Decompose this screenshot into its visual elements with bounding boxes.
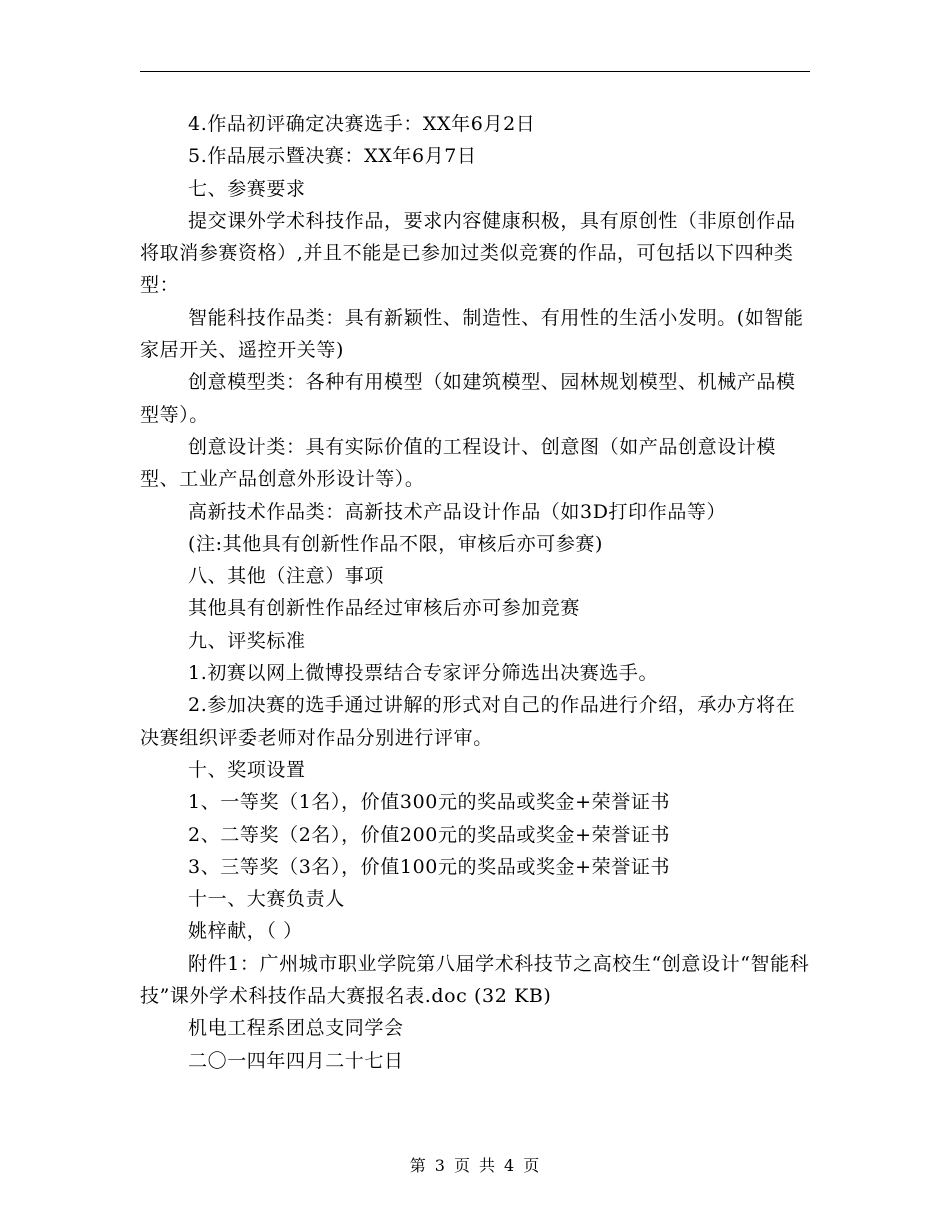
header-rule: [140, 71, 810, 72]
footer-total-word: 共: [479, 1156, 497, 1175]
paragraph: 1、一等奖（1名），价值300元的奖品或奖金+荣誉证书: [188, 791, 671, 814]
paragraph: 2、二等奖（2名），价值200元的奖品或奖金+荣誉证书: [188, 823, 671, 846]
paragraph: 创意设计类：具有实际价值的工程设计、创意图（如产品创意设计模型、工业产品创意外形设计等）。: [140, 435, 777, 491]
paragraph: 4.作品初评确定决赛选手：XX年6月2日: [188, 113, 536, 135]
paragraph: 2.参加决赛的选手通过讲解的形式对自己的作品进行介绍，承办方将在决赛组织评委老师对作品分别进行评审。: [140, 694, 796, 749]
attachment-line: 附件1：广州城市职业学院第八届学术科技节之高校生“创意设计“智能科技”课外学术科技作品大赛报名表.doc (32 KB): [140, 952, 810, 1008]
page-footer: [0, 1153, 950, 1176]
section-heading: 九、评奖标准: [188, 629, 306, 652]
paragraph: 高新技术作品类：高新技术产品设计作品（如3D打印作品等）: [188, 500, 727, 523]
signature-date: 二〇一四年四月二十七日: [188, 1049, 404, 1072]
section-heading: 十一、大赛负责人: [188, 888, 345, 911]
paragraph: 智能科技作品类：具有新颖性、制造性、有用性的生活小发明。(如智能家居开关、遥控开关等): [140, 306, 804, 362]
document-body: [140, 108, 810, 1077]
footer-prefix: 第: [409, 1156, 427, 1175]
current-page-number: 3: [434, 1156, 446, 1175]
section-heading: 八、其他（注意）事项: [188, 565, 385, 588]
paragraph: (注:其他具有创新性作品不限，审核后亦可参赛): [188, 532, 604, 555]
paragraph: 其他具有创新性作品经过审核后亦可参加竞赛: [188, 597, 581, 620]
paragraph: 1.初赛以网上微博投票结合专家评分筛选出决赛选手。: [188, 662, 659, 685]
paragraph: 提交课外学术科技作品，要求内容健康积极，具有原创性（非原创作品将取消参赛资格）,并且不能是已参加过类似竞赛的作品，可包括以下四种类型：: [140, 209, 796, 297]
section-heading: 七、参赛要求: [188, 177, 306, 200]
paragraph: 姚梓献，（ ）: [188, 920, 303, 943]
footer-suffix: 页: [523, 1156, 541, 1175]
signature-organization: 机电工程系团总支同学会: [188, 1017, 404, 1040]
section-heading: 十、奖项设置: [188, 758, 306, 781]
paragraph: 3、三等奖（3名），价值100元的奖品或奖金+荣誉证书: [188, 855, 671, 878]
paragraph: 5.作品展示暨决赛：XX年6月7日: [188, 145, 477, 168]
footer-page-word: 页: [453, 1156, 471, 1175]
total-page-number: 4: [504, 1156, 516, 1175]
paragraph: 创意模型类：各种有用模型（如建筑模型、园林规划模型、机械产品模型等）。: [140, 371, 796, 426]
